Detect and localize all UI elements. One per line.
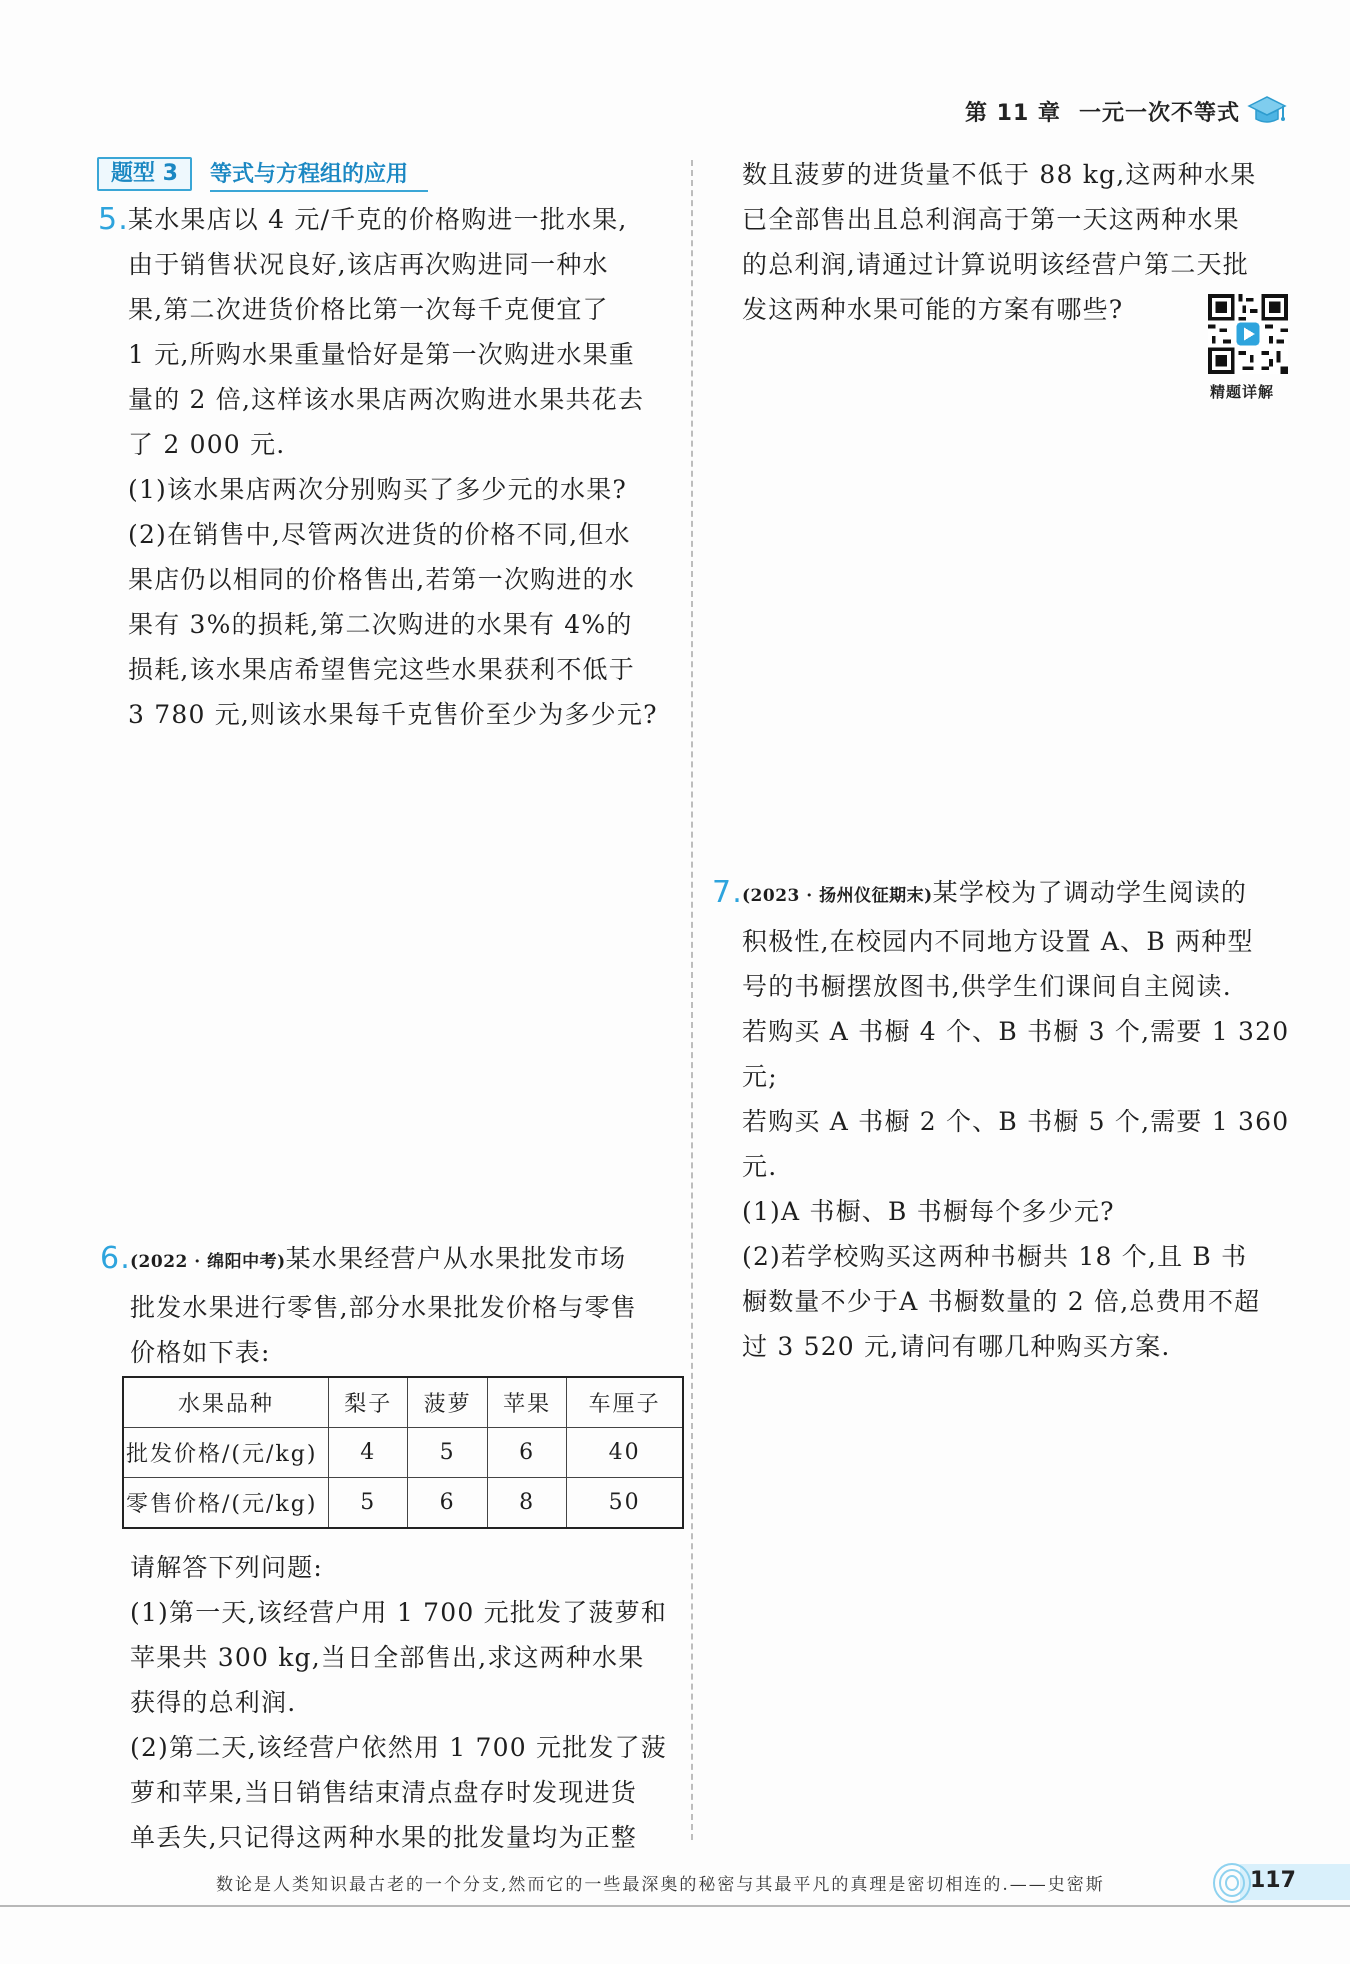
problem-5 <box>98 197 683 737</box>
problem-line: 单丢失,只记得这两种水果的批发量均为正整 <box>130 1823 637 1852</box>
chapter-title: 一元一次不等式 <box>1078 101 1240 126</box>
problem-line: 3 780 元,则该水果每千克售价至少为多少元? <box>128 700 658 729</box>
table-cell: 4 <box>329 1428 408 1478</box>
problem-line: 数且菠萝的进货量不低于 88 kg,这两种水果 <box>742 160 1257 189</box>
table-row-header: 批发价格/(元/kg) <box>123 1428 329 1478</box>
table-cell: 5 <box>408 1428 487 1478</box>
footer-rule <box>0 1905 1350 1907</box>
problem-source: (2023 · 扬州仪征期末) <box>742 886 933 906</box>
problem-line: 价格如下表: <box>130 1338 271 1367</box>
problem-line: 若购买 A 书橱 4 个、B 书橱 3 个,需要 1 320 元; <box>742 1017 1290 1091</box>
problem-line: 萝和苹果,当日销售结束清点盘存时发现进货 <box>130 1778 637 1807</box>
problem-line: 发这两种水果可能的方案有哪些? <box>742 295 1124 324</box>
column-divider <box>691 160 693 1840</box>
problem-6-questions <box>130 1545 685 1860</box>
problem-number: 6. <box>100 1241 132 1276</box>
problem-line-text: 某学校为了调动学生阅读的 <box>932 878 1248 907</box>
problem-line: 批发水果进行零售,部分水果批发价格与零售 <box>130 1293 637 1322</box>
table-cell: 6 <box>487 1428 566 1478</box>
problem-line: 苹果共 300 kg,当日全部售出,求这两种水果 <box>130 1643 645 1672</box>
problem-line: (1)第一天,该经营户用 1 700 元批发了菠萝和 <box>130 1598 668 1627</box>
table-cell: 8 <box>487 1478 566 1529</box>
table-cell: 40 <box>567 1428 683 1478</box>
table-cell: 5 <box>329 1478 408 1529</box>
price-table <box>122 1376 684 1529</box>
table-header-row <box>123 1377 683 1428</box>
section-tag-label: 题型 3 <box>97 157 192 191</box>
table-header-cell: 水果品种 <box>123 1377 329 1428</box>
problem-line: 积极性,在校园内不同地方设置 A、B 两种型 <box>742 927 1254 956</box>
problem-line: 橱数量不少于A 书橱数量的 2 倍,总费用不超 <box>742 1287 1261 1316</box>
problem-6 <box>100 1236 685 1375</box>
problem-line: (2)第二天,该经营户依然用 1 700 元批发了菠 <box>130 1733 668 1762</box>
problem-line: (1)该水果店两次分别购买了多少元的水果? <box>128 475 628 504</box>
problem-line: 损耗,该水果店希望售完这些水果获利不低于 <box>128 655 635 684</box>
table-header-cell: 车厘子 <box>567 1377 683 1428</box>
chapter-heading <box>965 96 1240 127</box>
problem-line: 某水果店以 4 元/千克的价格购进一批水果, <box>128 205 628 234</box>
table-cell: 6 <box>408 1478 487 1529</box>
chapter-number: 第 11 章 <box>965 101 1061 126</box>
problem-line: 果有 3%的损耗,第二次购进的水果有 4%的 <box>128 610 633 639</box>
table-header-cell: 苹果 <box>487 1377 566 1428</box>
graduation-cap-icon <box>1247 92 1287 128</box>
section-title: 等式与方程组的应用 <box>210 157 428 192</box>
problem-line: 若购买 A 书橱 2 个、B 书橱 5 个,需要 1 360 元. <box>742 1107 1290 1181</box>
problem-line: 果店仍以相同的价格售出,若第一次购进的水 <box>128 565 635 594</box>
problem-line: 由于销售状况良好,该店再次购进同一种水 <box>128 250 609 279</box>
qr-code-icon[interactable] <box>1208 294 1288 374</box>
problem-line: 请解答下列问题: <box>130 1553 324 1582</box>
table-row <box>123 1478 683 1529</box>
problem-line: 获得的总利润. <box>130 1688 297 1717</box>
problem-line <box>130 1236 685 1285</box>
problem-line: 的总利润,请通过计算说明该经营户第二天批 <box>742 250 1249 279</box>
problem-line: 1 元,所购水果重量恰好是第一次购进水果重 <box>128 340 636 369</box>
problem-number: 5. <box>98 202 130 237</box>
table-row-header: 零售价格/(元/kg) <box>123 1478 329 1529</box>
problem-7 <box>712 870 1297 1369</box>
problem-line: 已全部售出且总利润高于第一天这两种水果 <box>742 205 1240 234</box>
problem-line: (2)若学校购买这两种书橱共 18 个,且 B 书 <box>742 1242 1248 1271</box>
table-header-cell: 梨子 <box>329 1377 408 1428</box>
table-header-cell: 菠萝 <box>408 1377 487 1428</box>
problem-line: 过 3 520 元,请问有哪几种购买方案. <box>742 1332 1171 1361</box>
footer-quote: 数论是人类知识最古老的一个分支,然而它的一些最深奥的秘密与其最平凡的真理是密切相连的.——史密斯 <box>216 1875 1105 1895</box>
problem-number: 7. <box>712 875 744 910</box>
page-number-badge <box>1210 1860 1350 1905</box>
problem-source: (2022 · 绵阳中考) <box>130 1252 286 1272</box>
table-row <box>123 1428 683 1478</box>
problem-line: (2)在销售中,尽管两次进货的价格不同,但水 <box>128 520 631 549</box>
problem-line: 号的书橱摆放图书,供学生们课间自主阅读. <box>742 972 1232 1001</box>
table-cell: 50 <box>567 1478 683 1529</box>
problem-line-text: 某水果经营户从水果批发市场 <box>285 1244 627 1273</box>
problem-line: (1)A 书橱、B 书橱每个多少元? <box>742 1197 1115 1226</box>
problem-line: 果,第二次进货价格比第一次每千克便宜了 <box>128 295 609 324</box>
page-header <box>965 92 1350 132</box>
problem-line <box>742 870 1297 919</box>
problem-line: 了 2 000 元. <box>128 430 286 459</box>
problem-line: 量的 2 倍,这样该水果店两次购进水果共花去 <box>128 385 645 414</box>
qr-code-label: 精题详解 <box>1210 383 1275 401</box>
section-tag <box>97 158 428 190</box>
page-number: 117 <box>1250 1868 1296 1893</box>
